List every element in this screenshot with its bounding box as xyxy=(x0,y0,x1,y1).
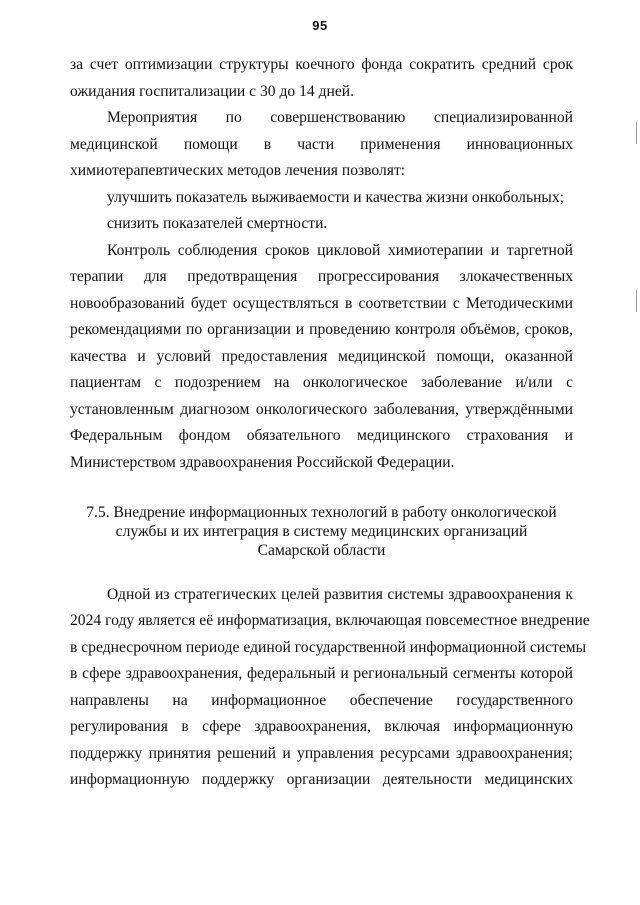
text-line: пациентам с подозрением на онкологическое заболевание и/или с xyxy=(70,374,573,391)
text-line: медицинской помощи в части применения инновационных xyxy=(70,136,573,153)
text-line: ожидания госпитализации с 30 до 14 дней. xyxy=(70,83,355,100)
text-line: рекомендациями по организации и проведению контроля объёмов, сроков, xyxy=(70,321,573,338)
page-number: 95 xyxy=(312,18,328,33)
text-line: Министерством здравоохранения Российской Федерации. xyxy=(70,454,455,471)
text-line: информационную поддержку организации деятельности медицинских xyxy=(70,771,573,788)
text-line: направлены на информационное обеспечение государственного xyxy=(70,692,573,709)
text-line: химиотерапевтических методов лечения позволят: xyxy=(70,162,406,179)
section-heading-line: службы и их интеграция в систему медицинских организаций xyxy=(115,523,528,540)
scan-mark xyxy=(636,290,637,312)
text-line: установленным диагнозом онкологического заболевания, утверждёнными xyxy=(70,401,573,418)
text-line: за счет оптимизации структуры коечного фонда сократить средний срок xyxy=(70,56,573,73)
list-item: снизить показателей смертности. xyxy=(107,215,328,232)
list-item: улучшить показатель выживаемости и качества жизни онкобольных; xyxy=(107,189,565,206)
text-line: терапии для предотвращения прогрессирования злокачественных xyxy=(70,268,573,285)
text-line: Федеральным фондом обязательного медицинского страхования и xyxy=(70,427,573,444)
text-line: Контроль соблюдения сроков цикловой химиотерапии и таргетной xyxy=(107,242,573,259)
scan-mark xyxy=(636,122,637,144)
text-line: в сфере здравоохранения, федеральный и региональный сегменты которой xyxy=(70,665,573,682)
text-line: Мероприятия по совершенствованию специализированной xyxy=(107,109,573,126)
text-line: регулирования в сфере здравоохранения, включая информационную xyxy=(70,718,573,735)
text-line: в среднесрочном периоде единой государственной информационной системы xyxy=(70,639,587,656)
text-line: новообразований будет осуществляться в соответствии с Методическими xyxy=(70,295,573,312)
text-line: качества и условий предоставления медицинской помощи, оказанной xyxy=(70,348,573,365)
section-heading-line: 7.5. Внедрение информационных технологий в работу онкологической xyxy=(86,504,557,521)
text-line: 2024 году является её информатизация, включающая повсеместное внедрение xyxy=(70,612,590,629)
text-line: Одной из стратегических целей развития системы здравоохранения к xyxy=(107,586,573,603)
section-heading-line: Самарской области xyxy=(257,542,386,559)
text-line: поддержку принятия решений и управления ресурсами здравоохранения; xyxy=(70,745,573,762)
